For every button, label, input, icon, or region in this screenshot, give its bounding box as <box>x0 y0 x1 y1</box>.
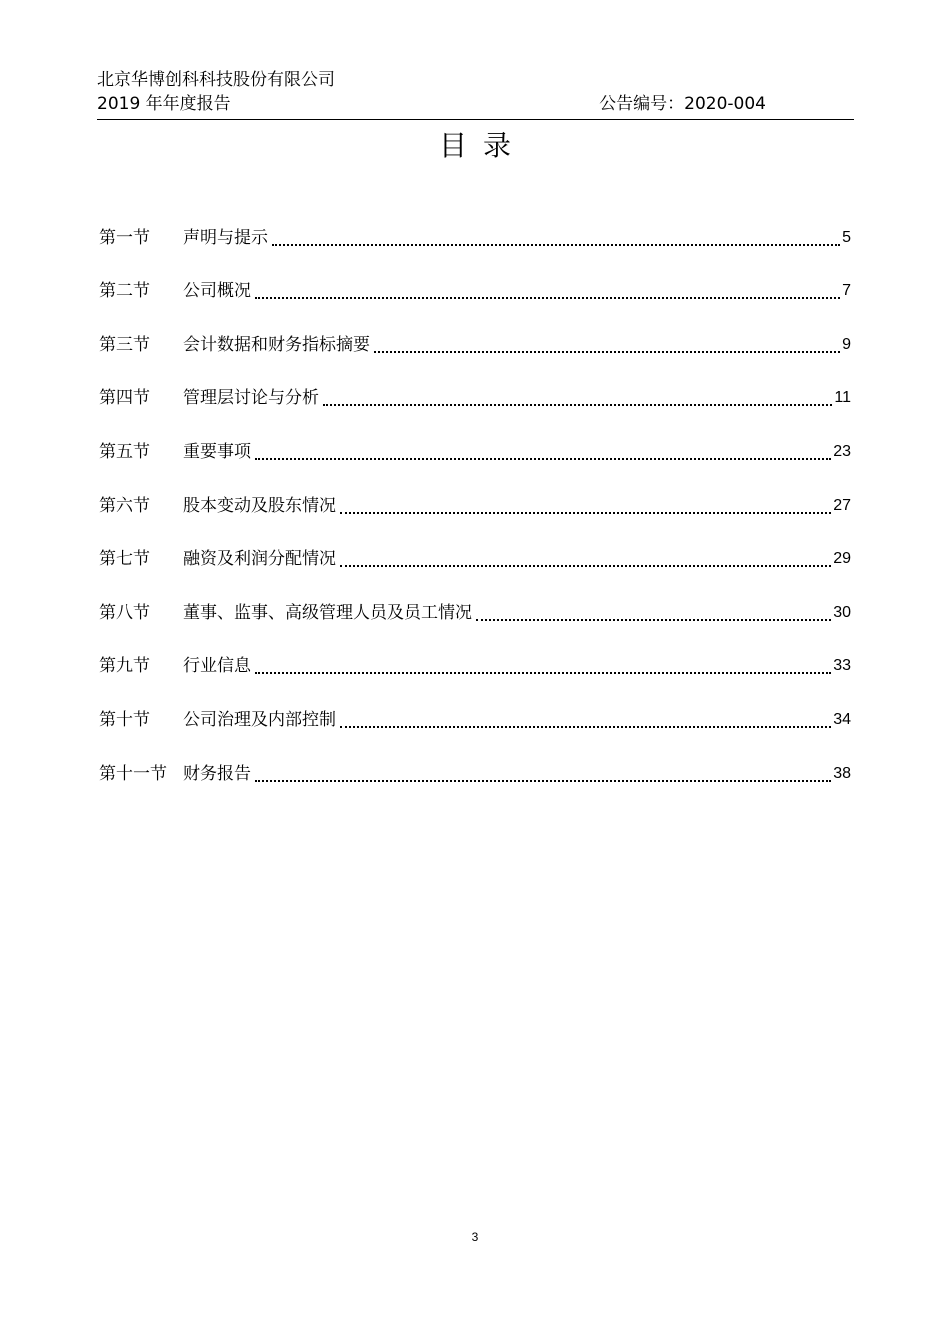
toc-section: 第十一节 <box>99 763 167 784</box>
toc-item[interactable] <box>99 412 851 466</box>
notice-number: 公告编号：2020-004 <box>599 94 766 114</box>
dot-leader <box>255 448 831 460</box>
toc-item[interactable] <box>99 627 851 681</box>
toc-page-number: 38 <box>833 764 851 782</box>
toc-entry-title: 管理层讨论与分析 <box>183 388 319 409</box>
dot-leader <box>255 662 831 674</box>
toc-section: 第七节 <box>99 549 150 570</box>
dot-leader <box>374 341 840 353</box>
header-divider <box>97 119 854 120</box>
toc-entry-title: 融资及利润分配情况 <box>183 549 336 570</box>
toc-page-number: 34 <box>833 710 851 728</box>
toc-section: 第二节 <box>99 281 150 302</box>
toc-section: 第四节 <box>99 388 150 409</box>
toc-title: 目录 <box>438 129 527 162</box>
toc-section: 第十节 <box>99 709 150 730</box>
toc-section: 第六节 <box>99 495 150 516</box>
toc-entry-title: 董事、监事、高级管理人员及员工情况 <box>183 602 472 623</box>
toc-page-number: 9 <box>842 335 851 353</box>
dot-leader <box>476 609 831 621</box>
table-of-contents <box>99 198 851 788</box>
toc-section: 第一节 <box>99 227 150 248</box>
toc-entry-title: 公司治理及内部控制 <box>183 709 336 730</box>
dot-leader <box>323 394 832 406</box>
toc-entry-title: 声明与提示 <box>183 227 268 248</box>
toc-item[interactable] <box>99 198 851 252</box>
toc-entry-title: 公司概况 <box>183 281 251 302</box>
toc-section: 第三节 <box>99 334 150 355</box>
page-number: 3 <box>471 1230 479 1244</box>
toc-section: 第五节 <box>99 441 150 462</box>
page-header <box>97 68 854 116</box>
toc-section: 第九节 <box>99 656 150 677</box>
toc-entry-title: 股本变动及股东情况 <box>183 495 336 516</box>
toc-entry-title: 重要事项 <box>183 441 251 462</box>
dot-leader <box>340 555 831 567</box>
toc-item[interactable] <box>99 573 851 627</box>
toc-item[interactable] <box>99 680 851 734</box>
report-name: 2019 年年度报告 <box>97 94 231 114</box>
toc-page-number: 27 <box>833 496 851 514</box>
header-row <box>97 92 854 116</box>
dot-leader <box>340 502 831 514</box>
toc-item[interactable] <box>99 466 851 520</box>
toc-page-number: 29 <box>833 550 851 568</box>
toc-item[interactable] <box>99 734 851 788</box>
toc-page-number: 33 <box>833 657 851 675</box>
toc-page-number: 11 <box>834 389 851 407</box>
toc-page-number: 23 <box>833 442 851 460</box>
toc-item[interactable] <box>99 305 851 359</box>
toc-section: 第八节 <box>99 602 150 623</box>
toc-entry-title: 行业信息 <box>183 656 251 677</box>
toc-item[interactable] <box>99 359 851 413</box>
dot-leader <box>255 770 831 782</box>
toc-entry-title: 会计数据和财务指标摘要 <box>183 334 370 355</box>
dot-leader <box>255 287 840 299</box>
dot-leader <box>340 716 831 728</box>
toc-page-number: 5 <box>842 228 851 246</box>
company-name: 北京华博创科科技股份有限公司 <box>97 70 335 90</box>
dot-leader <box>272 234 840 246</box>
toc-item[interactable] <box>99 252 851 306</box>
toc-page-number: 7 <box>842 282 851 300</box>
toc-entry-title: 财务报告 <box>183 763 251 784</box>
toc-page-number: 30 <box>833 603 851 621</box>
toc-item[interactable] <box>99 520 851 574</box>
